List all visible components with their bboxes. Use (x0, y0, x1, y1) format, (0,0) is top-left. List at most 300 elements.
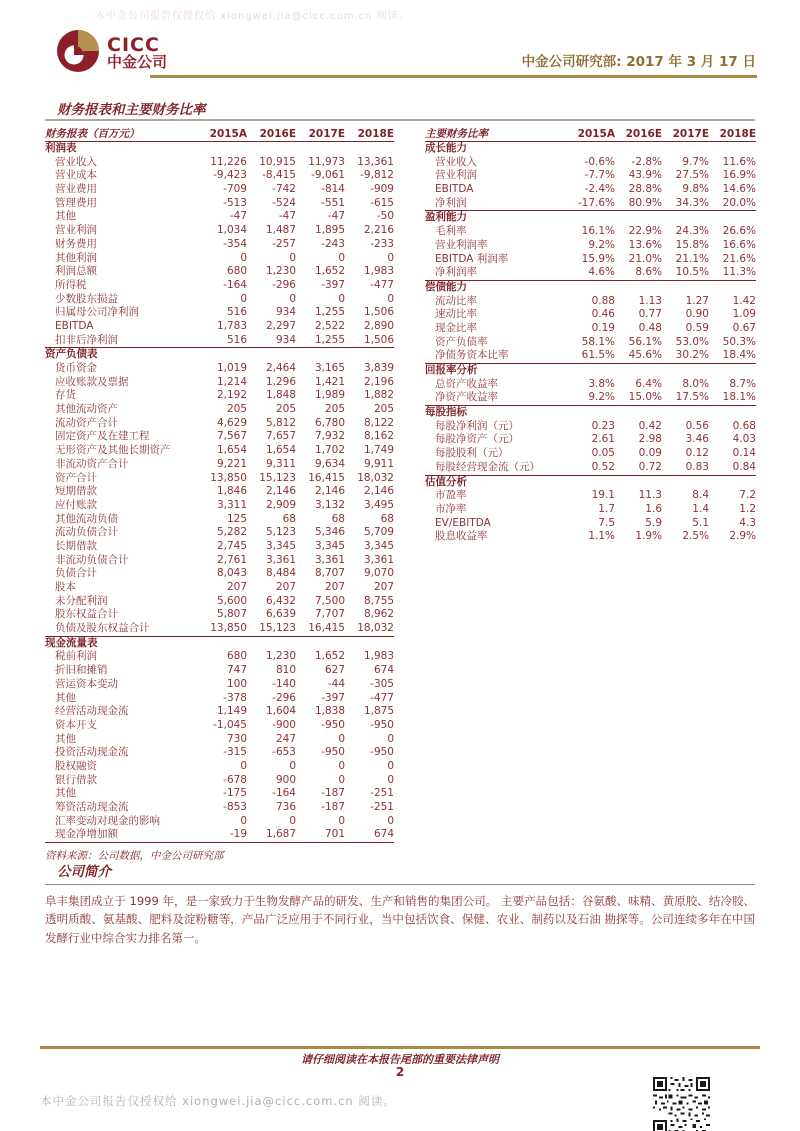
financial-statements-table (45, 126, 394, 863)
row-label: 现金净增加额 (55, 828, 118, 841)
table-cell: 125 (226, 512, 247, 525)
table-cell: 2,745 (216, 539, 247, 552)
table-row (45, 664, 394, 678)
table-cell: 7,707 (314, 608, 345, 621)
table-cell: 15.8% (675, 238, 709, 251)
table-cell: 1,214 (216, 375, 247, 388)
row-label: 每股经营现金流（元） (435, 460, 540, 473)
table-cell: 2,522 (314, 319, 345, 332)
table-cell: 1,230 (265, 265, 296, 278)
table-cell: 9.8% (682, 183, 709, 196)
table-row (425, 197, 756, 211)
table-cell: 2015A (577, 127, 615, 140)
table-cell: 1,421 (314, 375, 345, 388)
table-row (45, 458, 394, 472)
table-cell: 1,652 (314, 650, 345, 663)
table-cell: 1.13 (638, 294, 662, 307)
table-row (425, 336, 756, 350)
row-label: 存货 (55, 389, 76, 402)
table-row (45, 224, 394, 238)
table-cell: 2,890 (363, 319, 394, 332)
row-label: 所得税 (55, 278, 87, 291)
table-cell: 747 (226, 664, 247, 677)
table-cell: 2016E (259, 127, 296, 140)
table-row (425, 322, 756, 336)
table-cell: 1,604 (265, 705, 296, 718)
table-cell: 19.1 (591, 489, 615, 502)
table-row (45, 595, 394, 609)
row-label: 无形资产及其他长期资产 (55, 444, 171, 457)
table-cell: -1,045 (213, 718, 247, 731)
table-cell: -950 (321, 746, 345, 759)
table-cell: 13.6% (628, 238, 662, 251)
table-row (425, 281, 756, 295)
table-cell: 18.4% (722, 349, 756, 362)
table-cell: -257 (272, 237, 296, 250)
table-cell: 5,600 (216, 594, 247, 607)
table-cell: 6,780 (314, 416, 345, 429)
table-cell: 0.09 (638, 447, 662, 460)
row-label: 营业利润 (435, 169, 477, 182)
row-label: 总资产收益率 (435, 377, 498, 390)
row-label: 汇率变动对现金的影响 (55, 814, 160, 827)
table-cell: 1.2 (739, 502, 756, 515)
section-name: 盈利能力 (425, 211, 467, 224)
table-row (45, 403, 394, 417)
table-section (45, 142, 394, 348)
table-row (425, 142, 756, 156)
table-cell: 900 (275, 773, 296, 786)
table-cell: 21.6% (722, 252, 756, 265)
row-label: EBITDA 利润率 (435, 252, 509, 265)
page-section-title: 财务报表和主要财务比率 (57, 102, 206, 118)
row-label: 资本开支 (55, 718, 97, 731)
row-label: 未分配利润 (55, 594, 108, 607)
table-cell: 1,687 (265, 828, 296, 841)
row-label: 应付账款 (55, 498, 97, 511)
row-label: EV/EBITDA (435, 516, 491, 529)
table-row (45, 389, 394, 403)
table-row (425, 530, 756, 544)
row-label: 营业收入 (435, 155, 477, 168)
financial-ratios-table (425, 126, 756, 544)
row-label: 非流动负债合计 (55, 553, 129, 566)
section-name: 现金流量表 (45, 636, 98, 649)
table-cell: 1,882 (363, 389, 394, 402)
row-label: 流动比率 (435, 294, 477, 307)
table-section (425, 281, 756, 364)
table-cell: -615 (370, 196, 394, 209)
table-row (45, 306, 394, 320)
table-cell: 61.5% (581, 349, 615, 362)
table-cell: 207 (275, 581, 296, 593)
table-cell: 15,123 (259, 622, 296, 635)
table-cell: 0.59 (685, 321, 709, 334)
table-cell: 0.42 (638, 419, 662, 432)
table-cell: 8.6% (635, 266, 662, 279)
row-label: 营业成本 (55, 169, 97, 182)
table-row (45, 733, 394, 747)
row-label: 股息收益率 (435, 530, 488, 543)
table-cell: 11.3% (722, 266, 756, 279)
row-label: 负债合计 (55, 567, 97, 580)
table-cell: -164 (272, 787, 296, 800)
table-cell: 10.5% (675, 266, 709, 279)
table-cell: 100 (226, 677, 247, 690)
table-cell: 80.9% (628, 196, 662, 209)
table-cell: 3.46 (685, 433, 709, 446)
table-cell: 30.2% (675, 349, 709, 362)
table-row (45, 719, 394, 733)
table-cell: 15.9% (581, 252, 615, 265)
table-cell: -814 (321, 183, 345, 196)
table-cell: 3,361 (363, 553, 394, 566)
table-row (45, 581, 394, 595)
table-cell: 3,345 (363, 539, 394, 552)
table-cell: -19 (229, 828, 247, 841)
table-cell: -251 (370, 787, 394, 800)
table-cell: 1,654 (265, 444, 296, 457)
table-cell: 0.46 (591, 308, 615, 321)
table-cell: 0 (338, 251, 345, 264)
table-row (45, 705, 394, 719)
row-label: 其他流动负债 (55, 512, 118, 525)
row-label: 银行借款 (55, 773, 97, 786)
table-cell: 0.90 (685, 308, 709, 321)
table-cell: -477 (370, 691, 394, 704)
footer-legal-notice: 请仔细阅读在本报告尾部的重要法律声明 (301, 1053, 499, 1066)
table-cell: 0 (240, 759, 247, 772)
table-cell: 3,361 (314, 553, 345, 566)
table-cell: 0.83 (685, 460, 709, 473)
table-row (425, 476, 756, 490)
table-cell: 1,149 (216, 705, 247, 718)
table-row (425, 420, 756, 434)
table-cell: 0 (289, 292, 296, 305)
row-label: 速动比率 (435, 308, 477, 321)
table-cell: -44 (327, 677, 345, 690)
table-row (425, 253, 756, 267)
table-cell: 68 (282, 512, 296, 525)
table-row (45, 197, 394, 211)
table-row (45, 567, 394, 581)
table-cell: 1.42 (732, 294, 756, 307)
table-cell: 16,415 (308, 622, 345, 635)
table-title: 财务报表（百万元） (45, 127, 140, 140)
table-cell: 15.0% (628, 391, 662, 404)
table-cell: 1,848 (265, 389, 296, 402)
table-cell: 0.72 (638, 460, 662, 473)
table-cell: 2,909 (265, 498, 296, 511)
table-section (45, 637, 394, 843)
table-cell: -909 (370, 183, 394, 196)
row-label: 其他 (55, 210, 76, 223)
table-cell: 0 (289, 251, 296, 264)
table-cell: 2.5% (682, 530, 709, 543)
table-cell: 730 (226, 732, 247, 745)
table-cell: 0.23 (591, 419, 615, 432)
table-cell: 0 (338, 732, 345, 745)
cicc-logo (56, 29, 167, 77)
table-cell: 6,432 (265, 594, 296, 607)
row-label: 负债及股东权益合计 (55, 622, 150, 635)
footer-watermark: 本中金公司报告仅授权给 xiongwei.jia@cicc.com.cn 阅读。 (40, 1094, 396, 1108)
table-cell: -251 (370, 801, 394, 813)
table-cell: 45.6% (628, 349, 662, 362)
table-row (45, 376, 394, 390)
row-label: 净资产收益率 (435, 391, 498, 404)
table-cell: 16.9% (722, 169, 756, 182)
table-cell: 34.3% (675, 196, 709, 209)
table-row (425, 349, 756, 363)
table-row (425, 308, 756, 322)
table-cell: 0.56 (685, 419, 709, 432)
table-cell: 247 (275, 732, 296, 745)
table-row (45, 637, 394, 651)
table-cell: 26.6% (722, 225, 756, 238)
table-cell: 5,123 (265, 526, 296, 539)
table-cell: 4,629 (216, 416, 247, 429)
table-section (425, 211, 756, 280)
table-row (425, 126, 756, 142)
table-cell: -164 (223, 278, 247, 291)
table-row (45, 774, 394, 788)
row-label: 折旧和摊销 (55, 664, 108, 677)
table-cell: -9,812 (360, 169, 394, 182)
table-cell: 9.2% (588, 391, 615, 404)
table-cell: 11,226 (210, 155, 247, 168)
table-row (45, 293, 394, 307)
section-name: 偿债能力 (425, 280, 467, 293)
table-cell: 2,297 (265, 319, 296, 332)
table-cell: -397 (321, 691, 345, 704)
table-row (45, 815, 394, 829)
row-label: 流动资产合计 (55, 416, 118, 429)
company-profile-rule (45, 884, 755, 885)
table-row (45, 485, 394, 499)
table-row (45, 787, 394, 801)
table-cell: 13,361 (357, 155, 394, 168)
table-cell: 20.0% (722, 196, 756, 209)
table-cell: 0 (240, 814, 247, 827)
table-row (45, 252, 394, 266)
table-cell: 2,192 (216, 389, 247, 402)
table-cell: -305 (370, 677, 394, 690)
table-cell: 810 (275, 664, 296, 677)
row-label: 每股净利润（元） (435, 419, 519, 432)
row-label: 现金比率 (435, 321, 477, 334)
table-cell: 8,755 (363, 594, 394, 607)
table-cell: 18,032 (357, 622, 394, 635)
table-cell: -47 (278, 210, 296, 223)
table-section (45, 348, 394, 636)
table-row (45, 828, 394, 842)
table-cell: 2.61 (591, 433, 615, 446)
table-cell: -2.4% (584, 183, 615, 196)
table-cell: -175 (223, 787, 247, 800)
table-cell: 1,230 (265, 650, 296, 663)
table-cell: 1.4 (692, 502, 709, 515)
table-cell: 1.27 (685, 294, 709, 307)
table-cell: 11.3 (638, 489, 662, 502)
table-cell: 701 (324, 828, 345, 841)
table-cell: 5,812 (265, 416, 296, 429)
section-name: 每股指标 (425, 406, 467, 419)
table-cell: 1,895 (314, 224, 345, 237)
table-row (425, 295, 756, 309)
table-row (425, 517, 756, 531)
table-row (45, 472, 394, 486)
row-label: 经营活动现金流 (55, 705, 129, 718)
table-cell: 2,761 (216, 553, 247, 566)
table-cell: 11,973 (308, 155, 345, 168)
row-label: 归属母公司净利润 (55, 306, 139, 319)
table-cell: -853 (223, 801, 247, 813)
table-row (45, 169, 394, 183)
row-label: 市盈率 (435, 489, 467, 502)
table-cell: 674 (373, 828, 394, 841)
table-row (45, 746, 394, 760)
table-cell: 2,464 (265, 362, 296, 374)
table-cell: -397 (321, 278, 345, 291)
table-cell: 5.9 (645, 516, 662, 529)
table-cell: 7,657 (265, 430, 296, 443)
table-row (45, 320, 394, 334)
table-cell: -950 (321, 718, 345, 731)
table-cell: 53.0% (675, 335, 709, 348)
table-row (45, 444, 394, 458)
table-cell: 27.5% (675, 169, 709, 182)
table-row (425, 225, 756, 239)
table-title: 主要财务比率 (425, 127, 488, 140)
row-label: 长期借款 (55, 539, 97, 552)
table-cell: 1,019 (216, 362, 247, 374)
table-cell: 0.67 (732, 321, 756, 334)
table-row (45, 417, 394, 431)
table-row (45, 279, 394, 293)
table-row (425, 406, 756, 420)
table-row (45, 513, 394, 527)
section-name: 回报率分析 (425, 364, 478, 376)
table-cell: 0.84 (732, 460, 756, 473)
table-cell: 1,875 (363, 705, 394, 718)
row-label: 投资活动现金流 (55, 746, 129, 759)
table-cell: 6,639 (265, 608, 296, 621)
table-row (45, 650, 394, 664)
table-cell: 0 (387, 732, 394, 745)
row-label: EBITDA (55, 319, 94, 332)
row-label: 营业利润 (55, 224, 97, 237)
table-cell: 3,839 (363, 362, 394, 374)
table-cell: 5,282 (216, 526, 247, 539)
row-label: 营运资本变动 (55, 677, 118, 690)
table-cell: -187 (321, 787, 345, 800)
table-cell: -7.7% (584, 169, 615, 182)
table-cell: 24.3% (675, 225, 709, 238)
table-cell: 11.6% (722, 155, 756, 168)
cicc-logo-icon (56, 29, 100, 77)
table-cell: 934 (275, 333, 296, 346)
table-cell: 2015A (209, 127, 247, 140)
table-cell: 1,749 (363, 444, 394, 457)
row-label: 筹资活动现金流 (55, 801, 129, 813)
section-name: 成长能力 (425, 142, 467, 154)
table-cell: 1,255 (314, 306, 345, 319)
table-row (45, 622, 394, 636)
table-cell: 2.98 (638, 433, 662, 446)
table-row (425, 211, 756, 225)
table-cell: -354 (223, 237, 247, 250)
table-cell: 2,146 (265, 485, 296, 498)
table-cell: 4.3 (739, 516, 756, 529)
table-cell: -243 (321, 237, 345, 250)
table-row (45, 430, 394, 444)
table-row (45, 499, 394, 513)
table-cell: 1.09 (732, 308, 756, 321)
row-label: 每股净资产（元） (435, 433, 519, 446)
table-cell: 1,506 (363, 306, 394, 319)
table-cell: 0.88 (591, 294, 615, 307)
top-watermark: 本中金公司报告仅授权给 xiongwei.jia@cicc.com.cn 阅读。 (95, 11, 410, 22)
table-cell: 2,196 (363, 375, 394, 388)
table-row (45, 692, 394, 706)
table-cell: -9,423 (213, 169, 247, 182)
table-cell: 50.3% (722, 335, 756, 348)
table-row (45, 348, 394, 362)
table-row (45, 801, 394, 815)
table-cell: -477 (370, 278, 394, 291)
table-section (425, 406, 756, 475)
table-cell: 0.52 (591, 460, 615, 473)
row-label: 其他 (55, 691, 76, 704)
table-cell: 13,850 (210, 471, 247, 484)
table-cell: 1,487 (265, 224, 296, 237)
table-cell: 0.14 (732, 447, 756, 460)
table-section (425, 364, 756, 406)
table-cell: 13,850 (210, 622, 247, 635)
table-cell: 3,345 (265, 539, 296, 552)
table-cell: 2017E (308, 127, 345, 140)
research-dept-date: 中金公司研究部: 2017 年 3 月 17 日 (521, 54, 756, 70)
logo-cicc-label: CICC (107, 33, 160, 56)
table-cell: 7.5 (598, 516, 615, 529)
table-cell: 7,567 (216, 430, 247, 443)
company-profile-section (45, 860, 755, 947)
table-cell: 43.9% (628, 169, 662, 182)
table-cell: 0 (387, 251, 394, 264)
table-cell: 1,846 (216, 485, 247, 498)
row-label: 股本 (55, 581, 76, 593)
table-cell: 5,709 (363, 526, 394, 539)
table-cell: 1,296 (265, 375, 296, 388)
section-name: 利润表 (45, 142, 77, 154)
table-cell: -17.6% (577, 196, 615, 209)
table-row (425, 169, 756, 183)
table-cell: 0 (338, 814, 345, 827)
section-title-rule (45, 119, 755, 121)
table-cell: 14.6% (722, 183, 756, 196)
table-cell: -315 (223, 746, 247, 759)
table-cell: 8.7% (729, 377, 756, 390)
table-cell: 0 (338, 759, 345, 772)
row-label: 利润总额 (55, 265, 97, 278)
table-row (425, 239, 756, 253)
row-label: 短期借款 (55, 485, 97, 498)
table-cell: 68 (380, 512, 394, 525)
table-row (425, 489, 756, 503)
row-label: 营业收入 (55, 155, 97, 168)
table-cell: 934 (275, 306, 296, 319)
